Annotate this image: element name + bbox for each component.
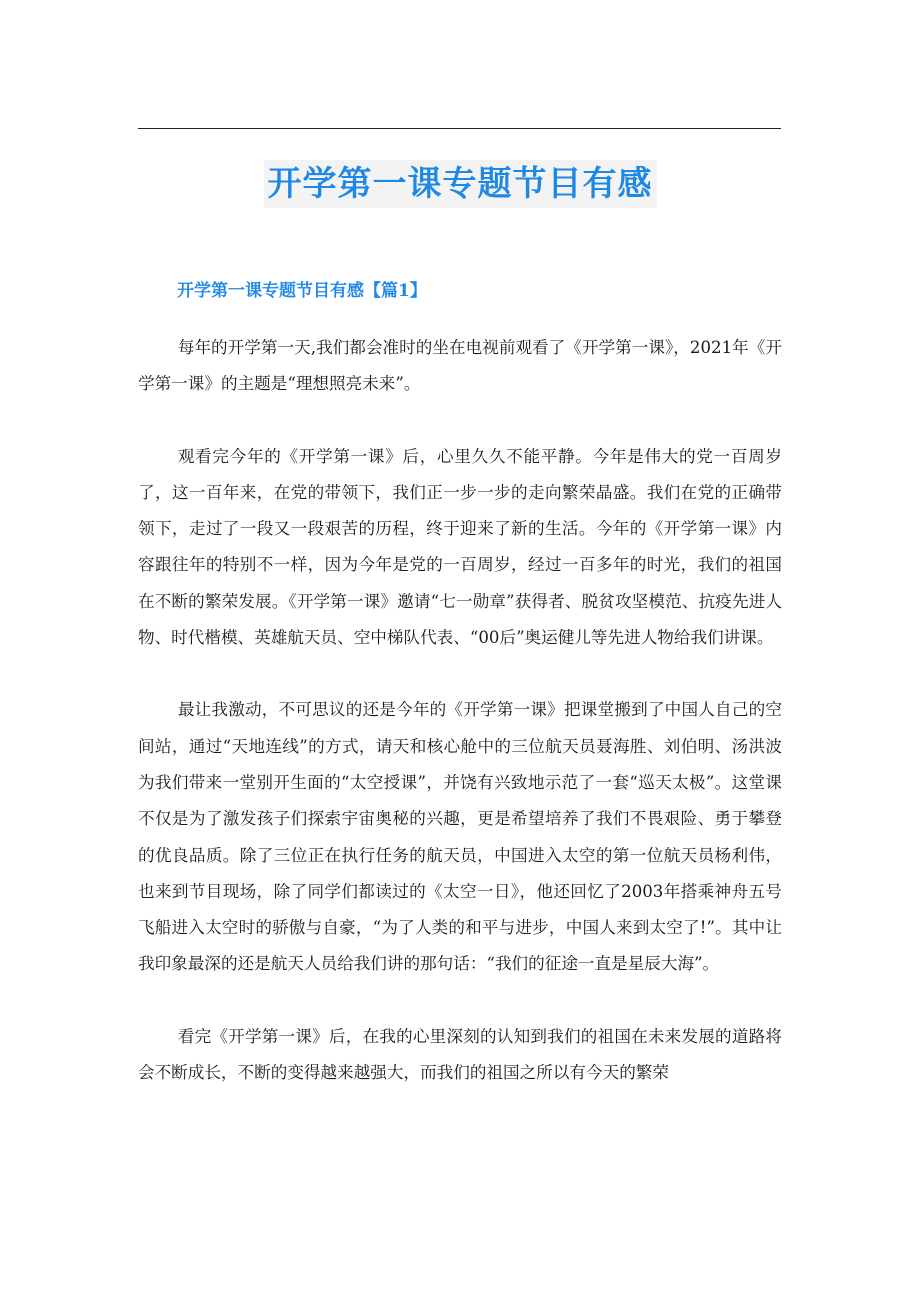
paragraph: 观看完今年的《开学第一课》后，心里久久不能平静。今年是伟大的党一百周岁了，这一百年来，在党的带领下，我们正一步一步的走向繁荣晶盛。我们在党的正确带领下，走过了一段又一段艰苦的历程，终于迎来了新的生活。今年的《开学第一课》内容跟往年的特别不一样，因为今年是党的一百周岁，经过一百多年的时光，我们的祖国在不断的繁荣发展。《开学第一课》邀请“七一勋章”获得者、脱贫攻坚模范、抗疫先进人物、时代楷模、英雄航天员、空中梯队代表、“00后”奥运健儿等先进人物给我们讲课。 bbox=[138, 446, 782, 648]
title-wrapper bbox=[0, 160, 920, 208]
paragraph: 看完《开学第一课》后，在我的心里深刻的认知到我们的祖国在未来发展的道路将会不断成长，不断的变得越来越强大，而我们的祖国之所以有今天的繁荣 bbox=[138, 1026, 782, 1083]
paragraph: 每年的开学第一天,我们都会准时的坐在电视前观看了《开学第一课》，2021年《开学第一课》的主题是“理想照亮未来”。 bbox=[138, 338, 782, 394]
page-title: 开学第一课专题节目有感 bbox=[264, 160, 657, 208]
paragraph: 最让我激动，不可思议的还是今年的《开学第一课》把课堂搬到了中国人自己的空间站，通过“天地连线”的方式，请天和核心舱中的三位航天员聂海胜、刘伯明、汤洪波为我们带来一堂别开生面的“太空授课”，并饶有兴致地示范了一套“巡天太极”。这堂课不仅是为了激发孩子们探索宇宙奥秘的兴趣，更是希望培养了我们不畏艰险、勇于攀登的优良品质。除了三位正在执行任务的航天员，中国进入太空的第一位航天员杨利伟，也来到节目现场，除了同学们都读过的《太空一日》，他还回忆了2003年搭乘神舟五号飞船进入太空时的骄傲与自豪，“为了人类的和平与进步，中国人来到太空了!”。其中让我印象最深的还是航天人员给我们讲的那句话：“我们的征途一直是星辰大海”。 bbox=[138, 700, 782, 974]
section-heading: 开学第一课专题节目有感【篇1】 bbox=[177, 281, 427, 301]
article-body bbox=[138, 330, 782, 1127]
header-divider bbox=[138, 128, 781, 129]
